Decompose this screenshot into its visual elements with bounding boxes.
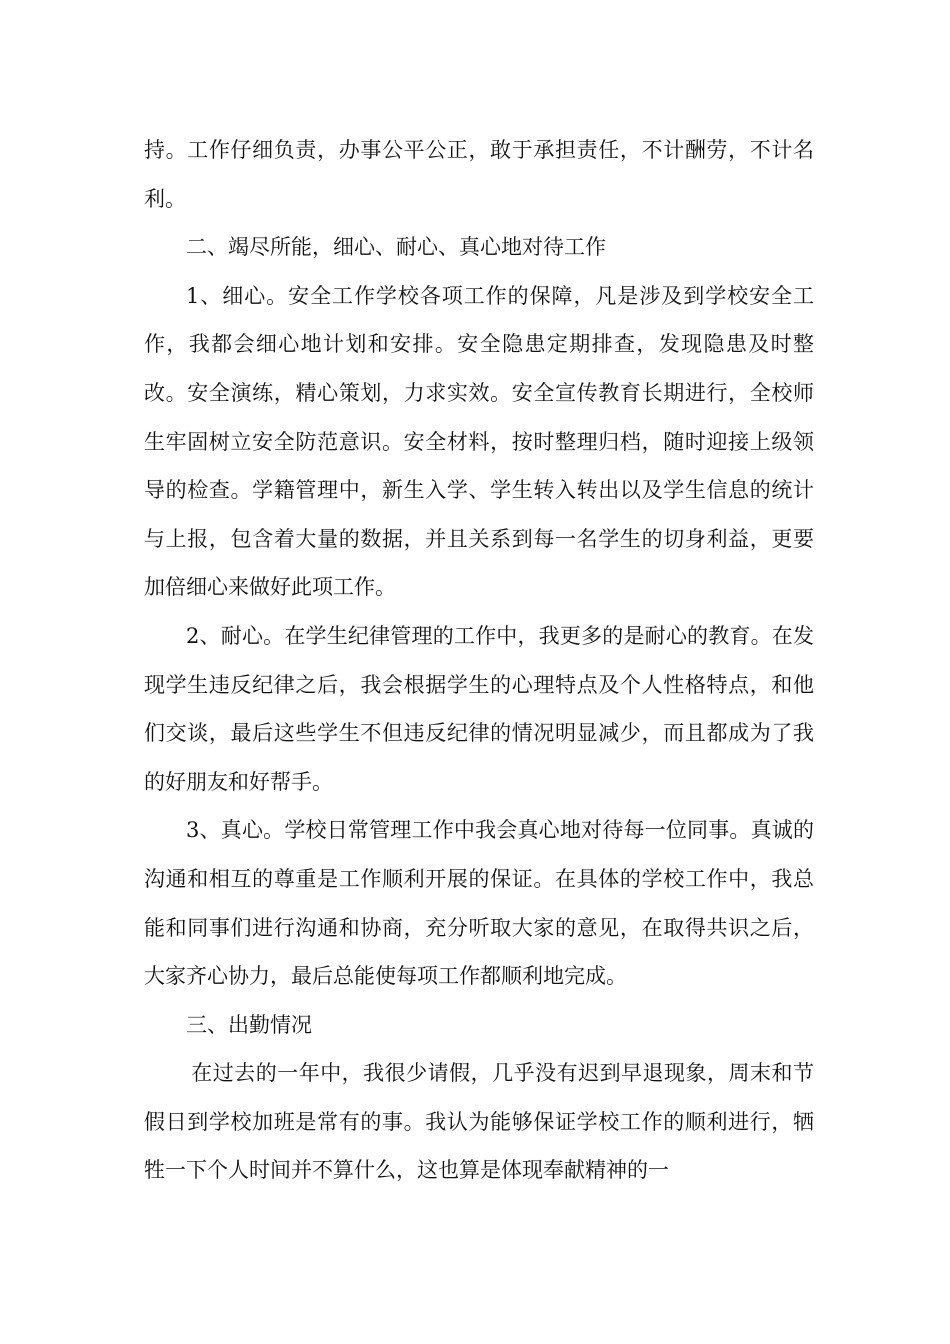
paragraph-patient: 2、耐心。在学生纪律管理的工作中，我更多的是耐心的教育。在发现学生违反纪律之后，我会根据学生的心理特点及个人性格特点，和他们交谈，最后这些学生不但违反纪律的情况明显减少，而且都成为了我的好朋友和好帮手。 <box>144 623 814 794</box>
document-body <box>144 126 814 1195</box>
paragraph-attendance: 在过去的一年中，我很少请假，几乎没有迟到早退现象，周末和节假日到学校加班是常有的事。我认为能够保证学校工作的顺利进行，牺牲一下个人时间并不算什么，这也算是体现奉献精神的一 <box>144 1061 814 1183</box>
paragraph-continuation: 持。工作仔细负责，办事公平公正，敢于承担责任，不计酬劳，不计名利。 <box>144 138 814 211</box>
section-heading-2: 二、竭尽所能，细心、耐心、真心地对待工作 <box>186 235 606 260</box>
paragraph-careful: 1、细心。安全工作学校各项工作的保障，凡是涉及到学校安全工作，我都会细心地计划和安排。安全隐患定期排查，发现隐患及时整改。安全演练，精心策划，力求实效。安全宣传教育长期进行，全校师生牢固树立安全防范意识。安全材料，按时整理归档，随时迎接上级领导的检查。学籍管理中，新生入学、学生转入转出以及学生信息的统计与上报，包含着大量的数据，并且关系到每一名学生的切身利益，更要加倍细心来做好此项工作。 <box>144 283 814 600</box>
section-heading-3: 三、出勤情况 <box>186 1012 312 1037</box>
paragraph-sincere: 3、真心。学校日常管理工作中我会真心地对待每一位同事。真诚的沟通和相互的尊重是工作顺利开展的保证。在具体的学校工作中，我总能和同事们进行沟通和协商，充分听取大家的意见，在取得共识之后，大家齐心协力，最后总能使每项工作都顺利地完成。 <box>144 818 814 989</box>
